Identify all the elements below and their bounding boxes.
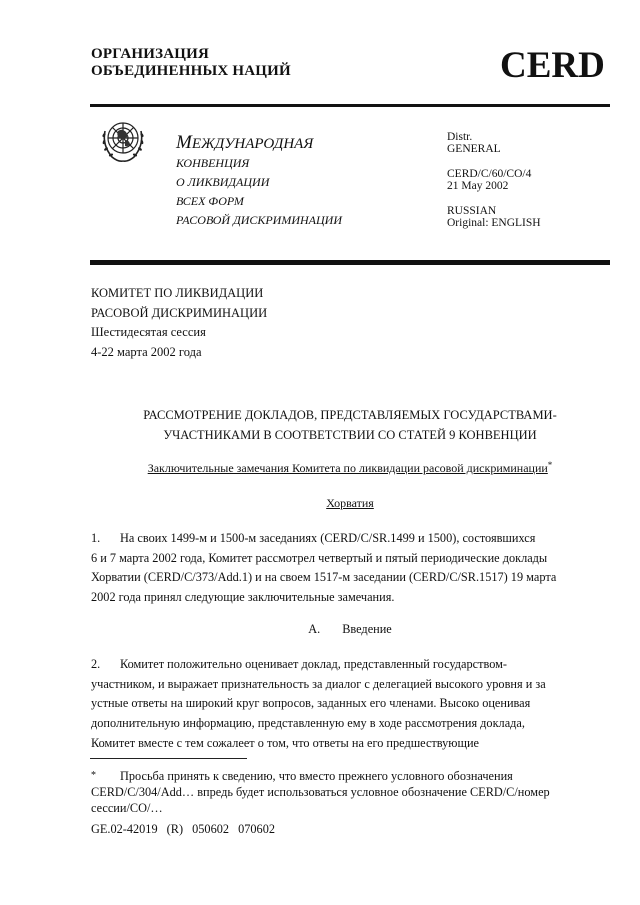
convention-title xyxy=(176,133,342,230)
main-heading-line-2: УЧАСТНИКАМИ В СООТВЕТСТВИИ СО СТАТЕЙ 9 КОНВЕНЦИИ xyxy=(163,428,537,442)
footnote: * Просьба принять к сведению, что вместо прежнего условного обозначения CERD/C/304/Add… впредь будет использоваться условное обозначение CERD/C/номер сессии/CO/… xyxy=(91,769,550,815)
distr-label: Distr. xyxy=(447,131,473,143)
document-job-number: GE.02-42019 (R) 050602 070602 xyxy=(91,822,275,836)
concluding-observations-heading xyxy=(90,460,610,476)
doc-date: 21 May 2002 xyxy=(447,180,509,192)
doc-language: RUSSIAN xyxy=(447,205,497,217)
committee-block xyxy=(91,284,267,362)
subheading-text: Заключительные замечания Комитета по ликвидации расовой дискриминации xyxy=(147,461,548,475)
convention-line-4: ВСЕХ ФОРМ xyxy=(176,194,244,208)
committee-line-1: КОМИТЕТ ПО ЛИКВИДАЦИИ xyxy=(91,286,264,300)
convention-line-2: КОНВЕНЦИЯ xyxy=(176,156,250,170)
paragraph-1: 1. На своих 1499-м и 1500-м заседаниях (CERD/C/SR.1499 и 1500), состоявшихся 6 и 7 марта 2002 года, Комитет рассмотрел четвертый и пятый периодические доклады Хорватии (CERD/C/373/Add.1) и на своем 1517-м заседании (CERD/C/SR.1517) 19 марта 2002 года принял следующие заключительные замечания. xyxy=(91,531,557,605)
country-heading: Хорватия xyxy=(326,496,374,510)
doc-original-language: Original: ENGLISH xyxy=(447,217,541,229)
main-heading xyxy=(90,405,610,445)
un-emblem-icon xyxy=(96,113,150,167)
footnote-mark: * xyxy=(91,770,96,781)
masthead-divider xyxy=(90,260,610,265)
paragraph-number: 1. xyxy=(91,531,101,545)
convention-line-3: О ЛИКВИДАЦИИ xyxy=(176,175,270,189)
convention-line-1: МЕЖДУНАРОДНАЯ xyxy=(176,132,314,153)
doc-symbol: CERD/C/60/CO/4 xyxy=(447,168,532,180)
committee-line-2: РАСОВОЙ ДИСКРИМИНАЦИИ xyxy=(91,305,268,320)
header-divider xyxy=(90,104,610,107)
distr-level: GENERAL xyxy=(447,143,501,155)
org-line-2: ОБЪЕДИНЕННЫХ НАЦИЙ xyxy=(91,63,291,79)
footnote-separator xyxy=(90,758,247,759)
footnote-reference[interactable]: * xyxy=(547,460,553,470)
committee-session: Шестидесятая сессия xyxy=(91,325,206,339)
committee-dates: 4-22 марта 2002 года xyxy=(91,344,202,359)
paragraph-number: 2. xyxy=(91,657,101,671)
distribution-block xyxy=(447,131,541,229)
section-letter: A. xyxy=(308,622,321,636)
organization-name xyxy=(91,46,291,80)
convention-line-5: РАСОВОЙ ДИСКРИМИНАЦИИ xyxy=(176,213,343,227)
main-heading-line-1: РАССМОТРЕНИЕ ДОКЛАДОВ, ПРЕДСТАВЛЯЕМЫХ ГОСУДАРСТВАМИ- xyxy=(143,408,557,422)
document-series-symbol: CERD xyxy=(500,45,605,86)
org-line-1: ОРГАНИЗАЦИЯ xyxy=(91,46,210,62)
paragraph-2: 2. Комитет положительно оценивает доклад, представленный государством- участником, и выражает признательность за диалог с делегацией высокого уровня и за устные ответы на широкий круг вопросов, заданных его членами. Высоко оценивая дополнительную информацию, представленную ему в ходе рассмотрения доклада, Комитет вместе с тем сожалеет о том, что ответы на его предшествующие xyxy=(91,657,546,750)
section-title: Введение xyxy=(342,622,392,636)
section-a-heading xyxy=(90,622,610,637)
